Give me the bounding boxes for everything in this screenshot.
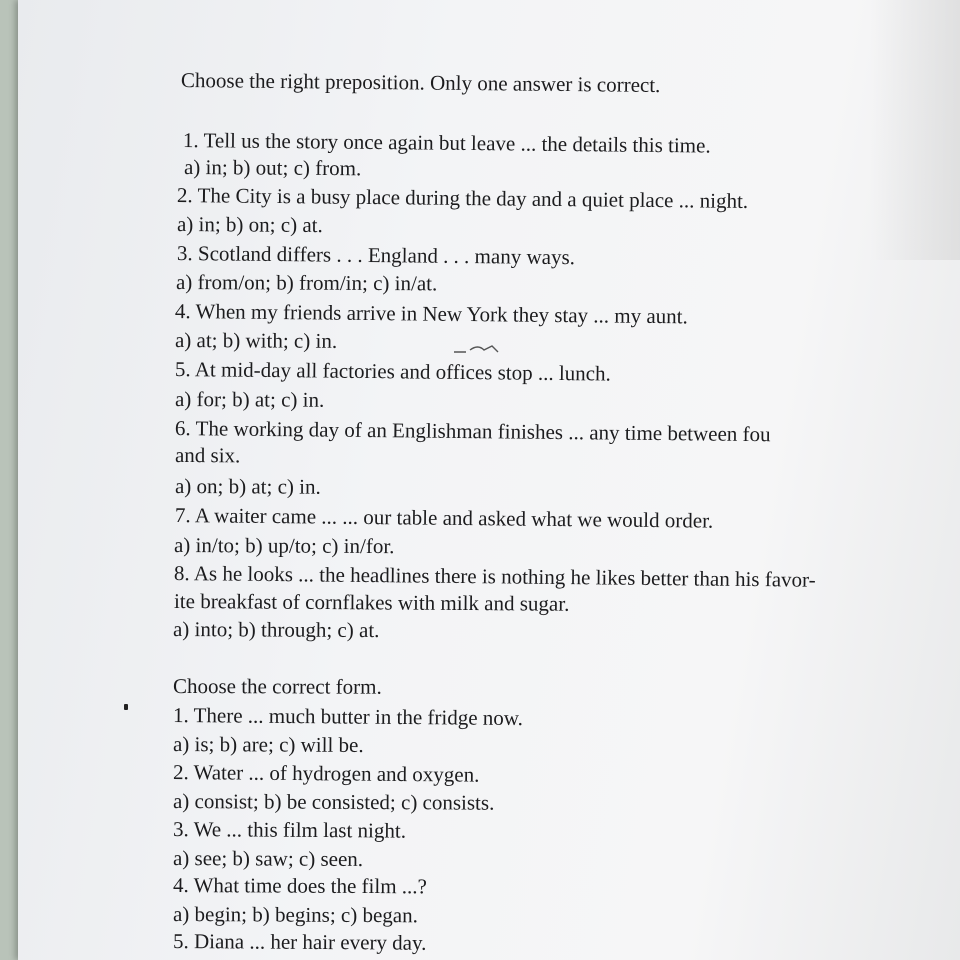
form-question-3: 3. We ... this film last night. — [172, 817, 407, 843]
question-4: 4. When my friends arrive in New York they stay ... my aunt. — [174, 299, 688, 329]
form-options-3: a) see; b) saw; c) seen. — [172, 846, 364, 871]
options-5: a) for; b) at; c) in. — [174, 387, 325, 412]
options-4: a) at; b) with; c) in. — [174, 328, 338, 353]
options-1: a) in; b) out; c) from. — [183, 155, 362, 181]
form-options-2: a) consist; b) be consisted; c) consists. — [172, 789, 495, 815]
question-8: 8. As he looks ... the headlines there is nothing he likes better than his favor- — [173, 561, 816, 592]
options-8: a) into; b) through; c) at. — [172, 617, 380, 643]
question-7: 7. A waiter came ... ... our table and asked what we would order. — [174, 503, 714, 533]
form-question-2: 2. Water ... of hydrogen and oxygen. — [172, 760, 480, 787]
question-1: 1. Tell us the story once again but leave ... the details this time. — [182, 128, 711, 158]
form-question-4: 4. What time does the film ...? — [172, 873, 427, 899]
question-6: 6. The working day of an Englishman finishes ... any time between fou — [174, 416, 771, 447]
question-2: 2. The City is a busy place during the day and a quiet place ... night. — [176, 183, 749, 213]
options-6: a) on; b) at; c) in. — [174, 474, 321, 499]
section1-heading: Choose the right preposition. Only one answer is correct. — [180, 68, 661, 98]
question-3: 3. Scotland differs . . . England . . . many ways. — [176, 241, 576, 270]
pen-dot-mark — [124, 704, 128, 710]
options-3: a) from/on; b) from/in; c) in/at. — [175, 270, 438, 296]
page-shadow — [870, 0, 960, 260]
question-8-continued: ite breakfast of cornflakes with milk and sugar. — [173, 589, 570, 616]
section2-heading: Choose the correct form. — [172, 674, 382, 699]
pencil-scribble-mark — [452, 340, 502, 356]
question-6-continued: and six. — [174, 443, 241, 468]
form-question-5: 5. Diana ... her hair every day. — [172, 929, 427, 955]
form-options-1: a) is; b) are; c) will be. — [172, 732, 364, 757]
form-options-4: a) begin; b) begins; c) began. — [172, 902, 418, 928]
options-2: a) in; b) on; c) at. — [176, 212, 323, 238]
form-question-1: 1. There ... much butter in the fridge now. — [172, 703, 523, 731]
options-7: a) in/to; b) up/to; c) in/for. — [173, 533, 395, 559]
question-5: 5. At mid-day all factories and offices stop ... lunch. — [174, 357, 611, 386]
